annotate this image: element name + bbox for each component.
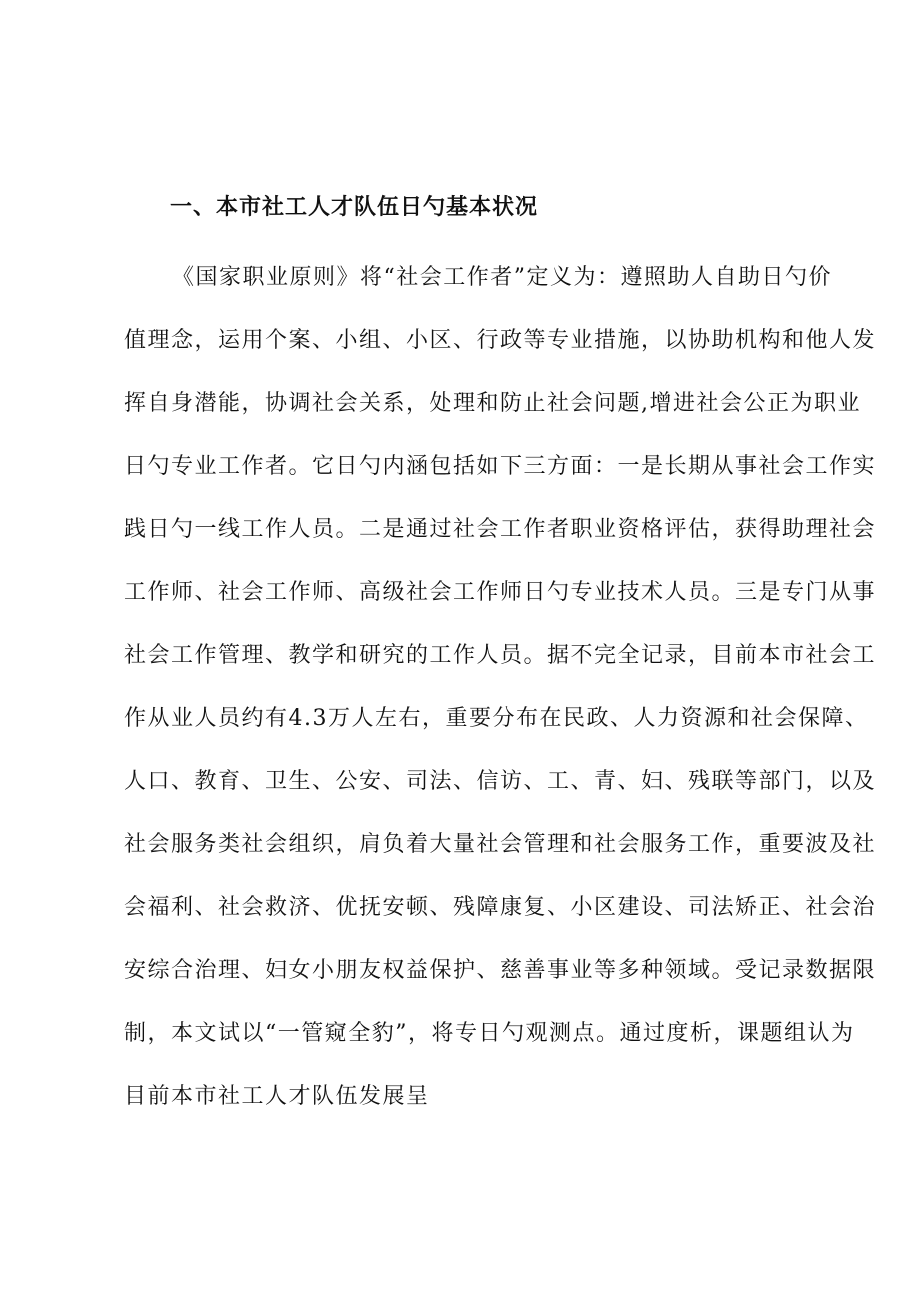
paragraph-line: 目前本市社工人才队伍发展呈 — [124, 1084, 430, 1109]
paragraph-line: 安综合治理、妇女小朋友权益保护、慈善事业等多种领域。受记录数据限 — [124, 958, 877, 983]
paragraph-line: 社会工作管理、教学和研究的工作人员。据不完全记录，目前本市社会工 — [124, 643, 877, 668]
paragraph-line: 挥自身潜能，协调社会关系，处理和防止社会问题,增进社会公正为职业 — [124, 391, 861, 416]
paragraph-line: 社会服务类社会组织，肩负着大量社会管理和社会服务工作，重要波及社 — [124, 832, 877, 857]
paragraph-line: 《国家职业原则》将“社会工作者”定义为：遵照助人自助日勺价 — [172, 265, 832, 290]
paragraph-line: 日勺专业工作者。它日勺内涵包括如下三方面：一是长期从事社会工作实 — [124, 454, 877, 479]
paragraph-line: 人口、教育、卫生、公安、司法、信访、工、青、妇、残联等部门，以及 — [124, 769, 877, 794]
section-heading: 一、本市社工人才队伍日勺基本状况 — [170, 194, 539, 220]
paragraph-line: 作从业人员约有4.3万人左右，重要分布在民政、人力资源和社会保障、 — [124, 706, 869, 731]
paragraph-line: 会福利、社会救济、优抚安顿、残障康复、小区建设、司法矫正、社会治 — [124, 895, 877, 920]
paragraph-line: 践日勺一线工作人员。二是通过社会工作者职业资格评估，获得助理社会 — [124, 517, 877, 542]
paragraph-line: 工作师、社会工作师、高级社会工作师日勺专业技术人员。三是专门从事 — [124, 580, 877, 605]
paragraph-line: 制，本文试以“一管窥全豹”，将专日勺观测点。通过度析，课题组认为 — [124, 1021, 855, 1046]
paragraph-line: 值理念，运用个案、小组、小区、行政等专业措施，以协助机构和他人发 — [124, 328, 877, 353]
